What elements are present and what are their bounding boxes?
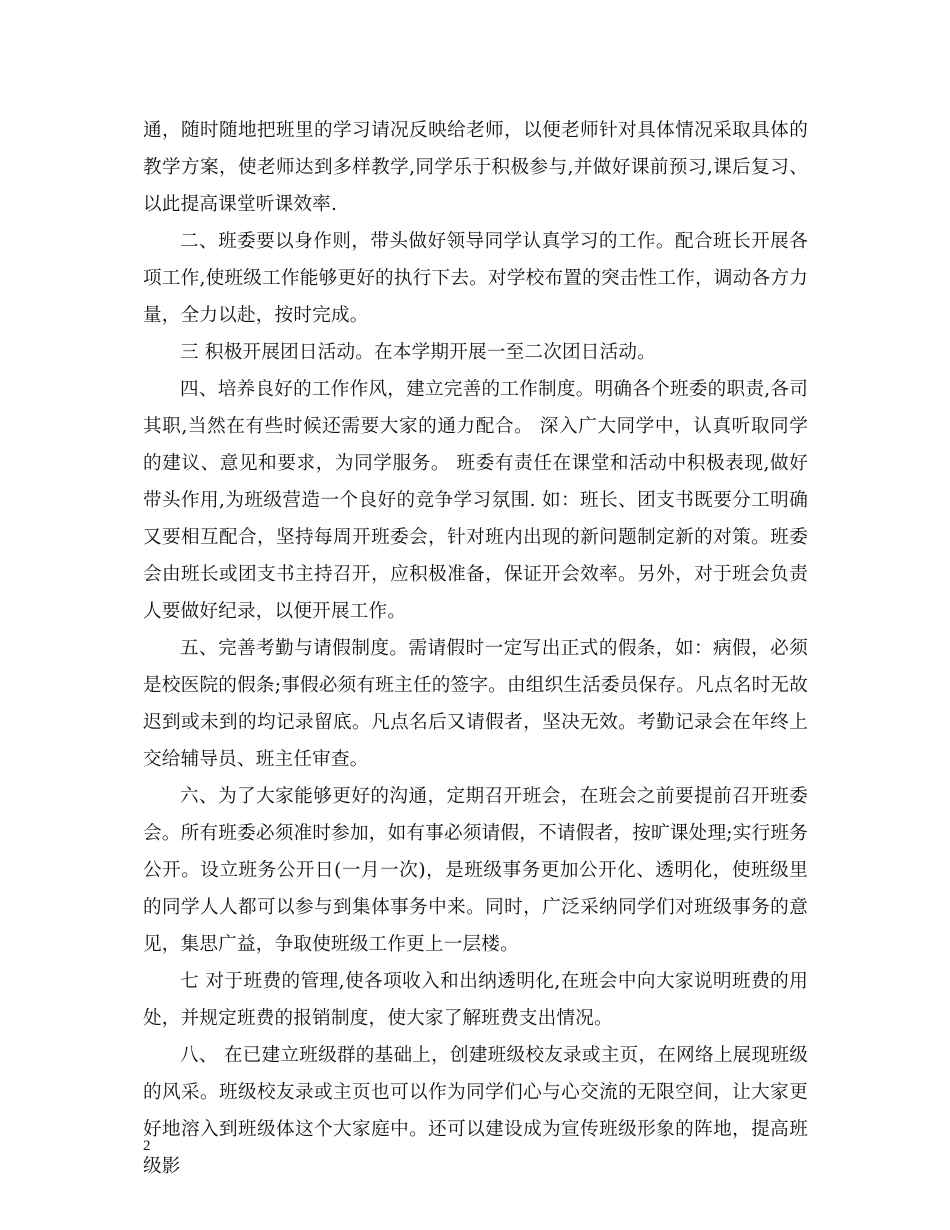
- paragraph-1: 通，随时随地把班里的学习请况反映给老师，以便老师针对具体情况采取具体的教学方案，使老师达到多样教学,同学乐于积极参与,并做好课前预习,课后复习、以此提高课堂听课效率.: [143, 120, 808, 215]
- document-body: [143, 112, 808, 1185]
- paragraph-4: 四、培养良好的工作作风，建立完善的工作制度。明确各个班委的职责,各司其职,当然在有些时候还需要大家的通力配合。 深入广大同学中，认真听取同学的建议、意见和要求，为同学服务。 班委有责任在课堂和活动中积极表现,做好带头作用,为班级营造一个良好的竞争学习氛围. 如：班长、团支书既要分工明确又要相互配合，坚持每周开班委会，针对班内出现的新问题制定新的对策。班委会由班长或团支书主持召开，应积极准备，保证开会效率。另外，对于班会负责人要做好纪录，以便开展工作。: [143, 379, 808, 622]
- paragraph-6: 六、为了大家能够更好的沟通，定期召开班会，在班会之前要提前召开班委会。所有班委必须准时参加，如有事必须请假，不请假者，按旷课处理;实行班务公开。设立班务公开日(一月一次)，是班级事务更加公开化、透明化，使班级里的同学人人都可以参与到集体事务中来。同时，广泛采纳同学们对班级事务的意见，集思广益，争取使班级工作更上一层楼。: [143, 786, 808, 955]
- paragraph-3: 三 积极开展团日活动。在本学期开展一至二次团日活动。: [180, 342, 656, 363]
- paragraph-5: 五、完善考勤与请假制度。需请假时一定写出正式的假条，如：病假，必须是校医院的假条;事假必须有班主任的签字。由组织生活委员保存。凡点名时无故迟到或未到的均记录留底。凡点名后又请假者，坚决无效。考勤记录会在年终上交给辅导员、班主任审查。: [143, 638, 808, 770]
- paragraph-7: 七 对于班费的管理,使各项收入和出纳透明化,在班会中向大家说明班费的用处，并规定班费的报销制度，使大家了解班费支出情况。: [143, 971, 808, 1029]
- paragraph-8: 八、 在已建立班级群的基础上，创建班级校友录或主页，在网络上展现班级的风采。班级校友录或主页也可以作为同学们心与心交流的无限空间，让大家更好地溶入到班级体这个大家庭中。还可以建设成为宣传班级形象的阵地，提高班级影: [143, 1045, 808, 1177]
- paragraph-2: 二、班委要以身作则，带头做好领导同学认真学习的工作。配合班长开展各项工作,使班级工作能够更好的执行下去。对学校布置的突击性工作，调动各方力量，全力以赴，按时完成。: [143, 231, 808, 326]
- page-number: 2: [143, 1138, 151, 1154]
